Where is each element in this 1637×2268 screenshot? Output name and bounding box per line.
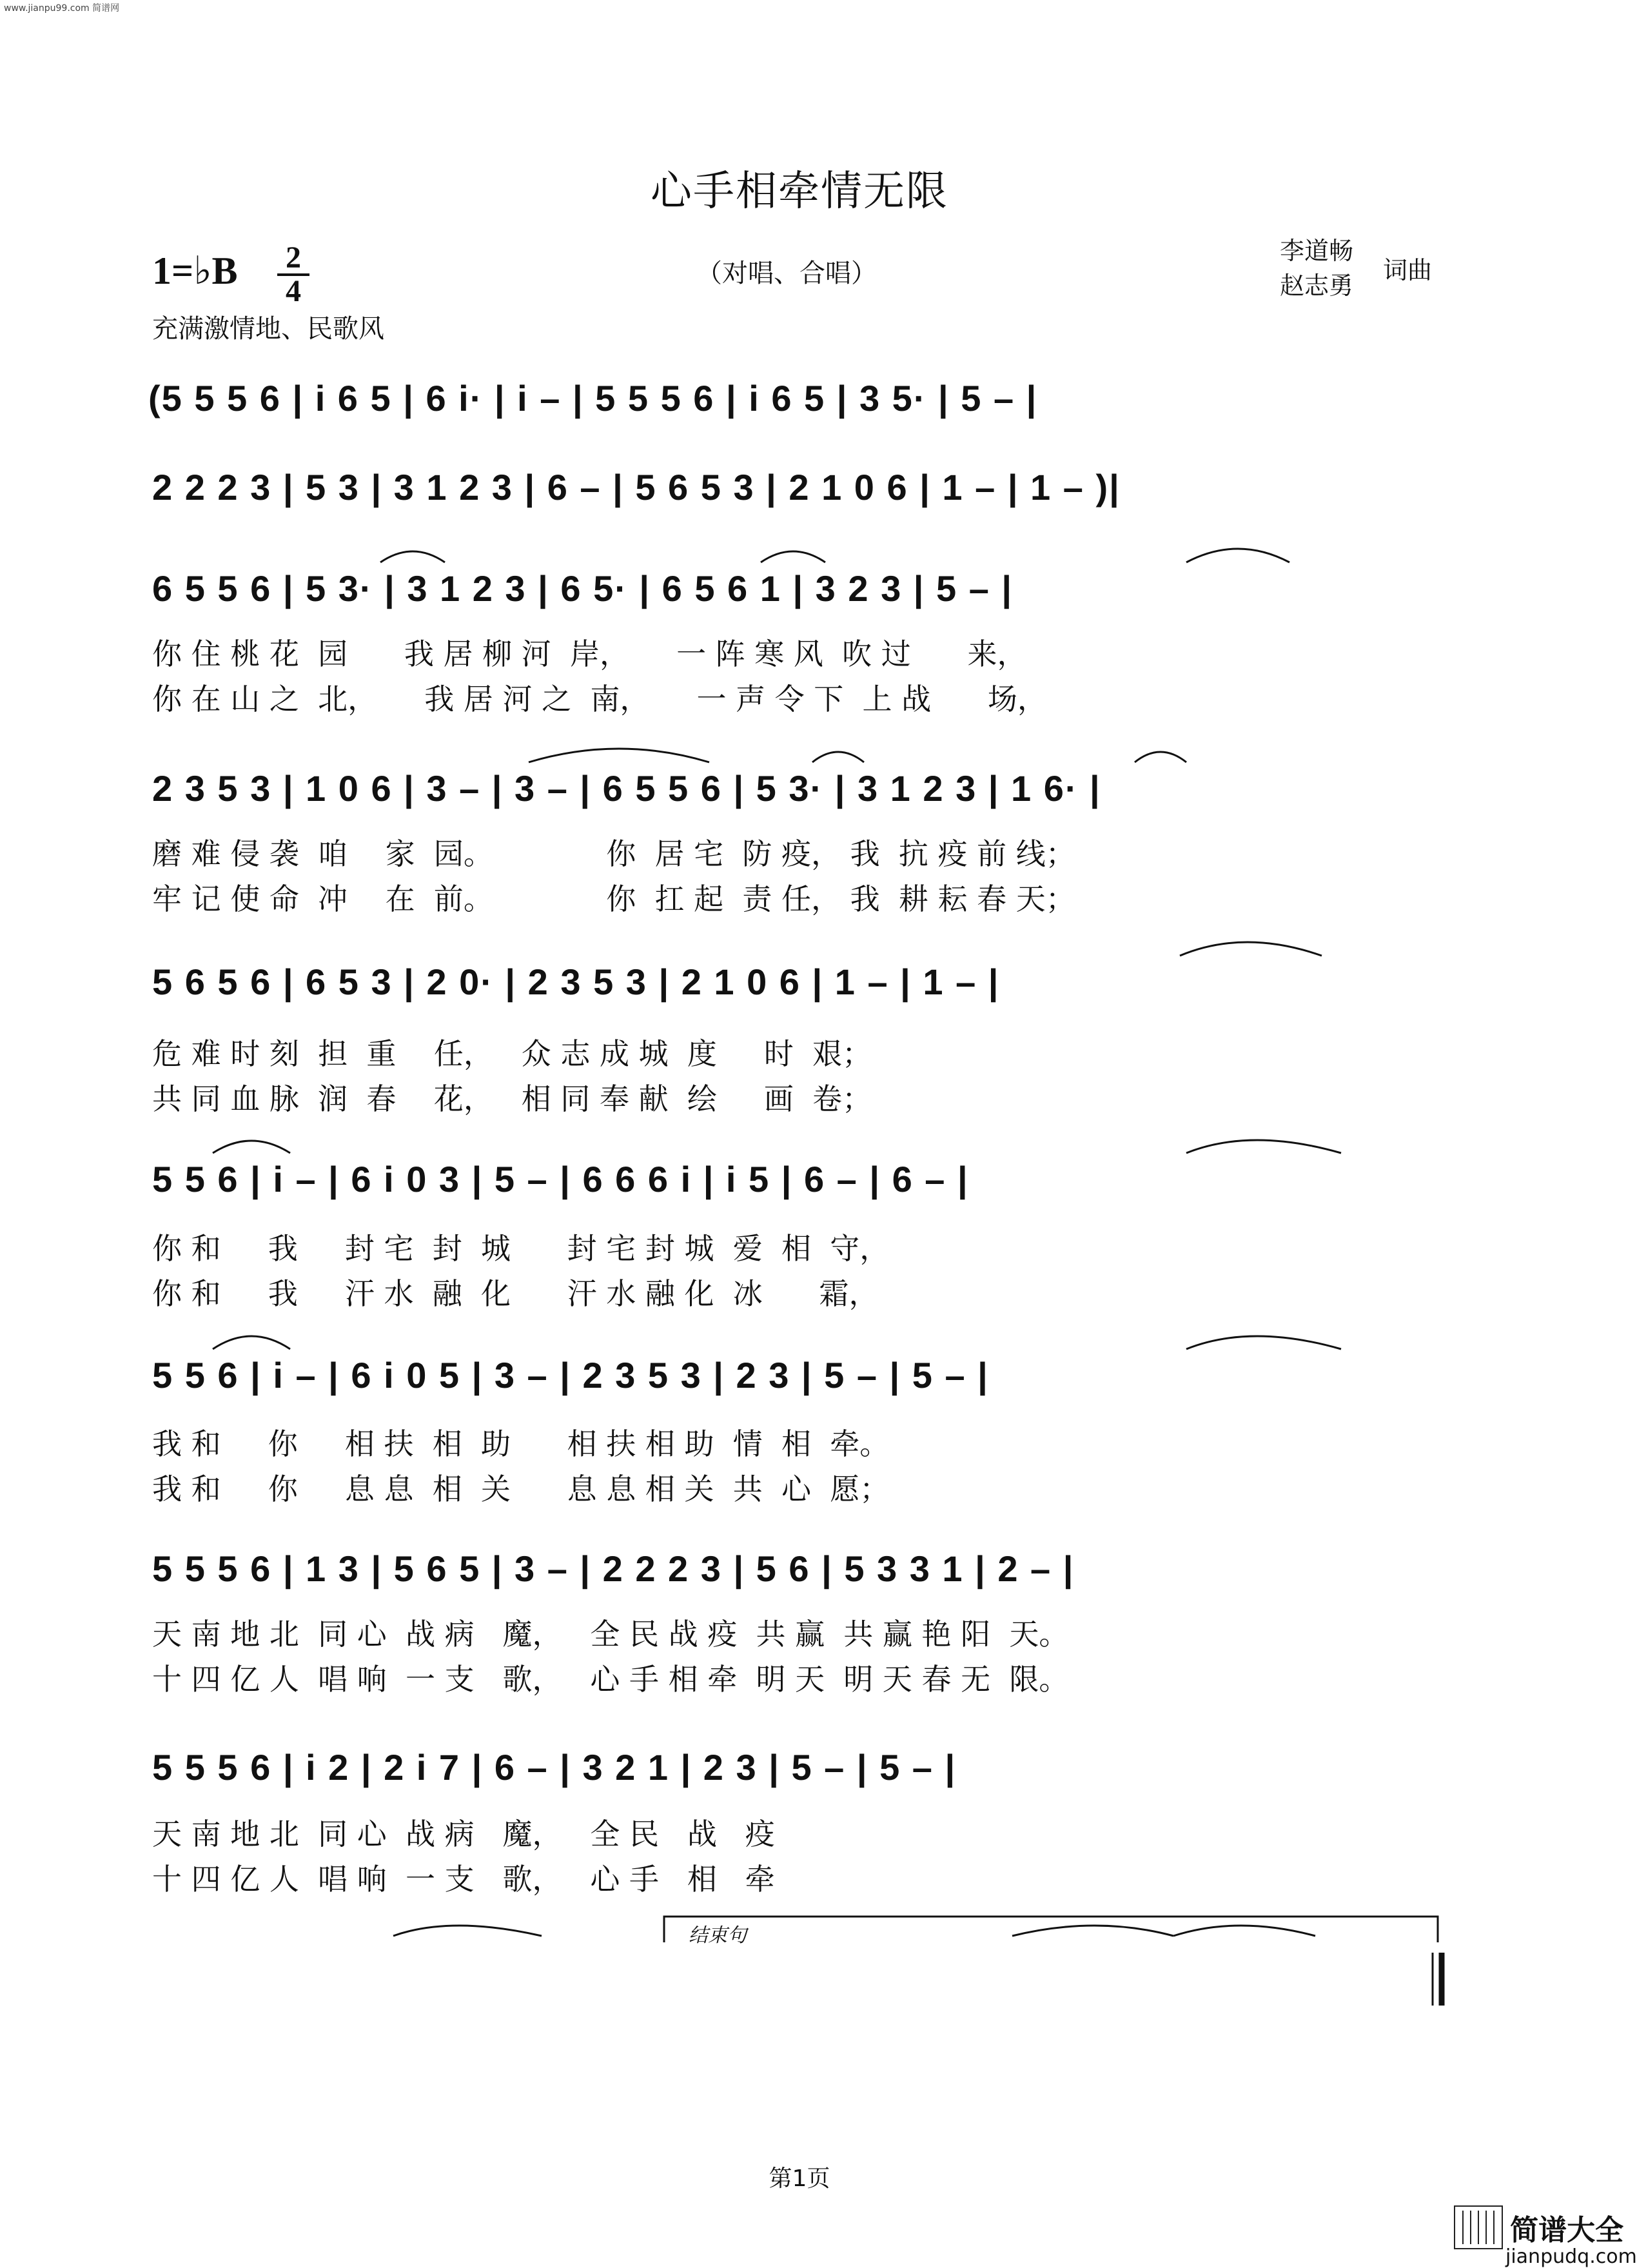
lyrics-line-7a: 我 和 你 相 扶 相 助 相 扶 相 助 情 相 牵。 — [152, 1426, 890, 1461]
tempo-marking: 充满激情地、民歌风 — [152, 314, 384, 344]
tie-arc — [1180, 942, 1322, 956]
logo-url: jianpudq.com — [1505, 2245, 1637, 2268]
piano-icon — [1454, 2205, 1503, 2249]
lyrics-line-3a: 你 住 桃 花 园 我 居 柳 河 岸， 一 阵 寒 风 吹 过 来， — [152, 636, 1027, 671]
tie-arc — [380, 551, 445, 562]
lyrics-line-9b: 十 四 亿 人 唱 响 一 支 歌， 心 手 相 牵 — [152, 1862, 775, 1897]
page-number: 第1页 — [769, 2165, 830, 2192]
tie-arc — [1135, 752, 1186, 762]
logo-text: 简谱大全 — [1510, 2214, 1624, 2247]
lyrics-line-9a: 天 南 地 北 同 心 战 病 魔， 全 民 战 疫 — [152, 1817, 775, 1851]
lyrics-line-7b: 我 和 你 息 息 相 关 息 息 相 关 共 心 愿； — [152, 1472, 890, 1506]
lyrics-line-4b: 牢 记 使 命 冲 在 前。 你 扛 起 责 任， 我 耕 耘 春 天； — [152, 882, 1075, 916]
song-title: 心手相牵情无限 — [651, 168, 948, 215]
tie-arc — [1173, 1926, 1315, 1936]
site-logo — [1454, 2205, 1637, 2268]
credit-name-2: 赵志勇 — [1280, 271, 1354, 300]
tie-arc — [1186, 1140, 1341, 1153]
lyrics-line-8b: 十 四 亿 人 唱 响 一 支 歌， 心 手 相 牵 明 天 明 天 春 无 限。 — [152, 1662, 1069, 1697]
lyrics-line-5b: 共 同 血 脉 润 春 花， 相 同 奉 献 绘 画 卷； — [152, 1081, 872, 1116]
subtitle: （对唱、合唱） — [696, 259, 877, 288]
tie-arc — [213, 1336, 290, 1349]
lyrics-line-6b: 你 和 我 汗 水 融 化 汗 水 融 化 冰 霜， — [152, 1276, 879, 1311]
credit-name-1: 李道畅 — [1280, 237, 1354, 265]
score-line-4: 2 3 5 3 | 1 0 6 | 3 – | 3 – | 6 5 5 6 | 5 3· | 3 1 2 3 | 1 6· | — [152, 768, 1101, 809]
score-line-1: (5 5 5 6 | i 6 5 | 6 i· | i – | 5 5 5 6 | i 6 5 | 3 5· | 5 – | — [148, 378, 1038, 419]
tie-arc — [393, 1926, 542, 1936]
tie-arc — [1012, 1926, 1173, 1936]
tie-arc — [529, 749, 709, 762]
score-line-9: 5 5 5 6 | i 2 | 2 i 7 | 6 – | 3 2 1 | 2 3 | 5 – | 5 – | — [152, 1747, 957, 1788]
lyrics-line-5a: 危 难 时 刻 担 重 任， 众 志 成 城 度 时 艰； — [152, 1036, 872, 1071]
watermark-text: www.jianpu99.com 简谱网 — [4, 3, 120, 14]
lyrics-line-3b: 你 在 山 之 北， 我 居 河 之 南， 一 声 令 下 上 战 场， — [152, 682, 1047, 716]
time-sig-numerator: 2 — [286, 241, 301, 275]
tie-arc — [1186, 1336, 1341, 1349]
lyrics-line-8a: 天 南 地 北 同 心 战 病 魔， 全 民 战 疫 共 赢 共 赢 艳 阳 天。 — [152, 1617, 1069, 1652]
tie-arc — [761, 551, 825, 562]
ending-label: 结束句 — [689, 1924, 747, 1947]
time-sig-denominator: 4 — [286, 274, 301, 308]
tie-arc — [812, 752, 864, 762]
tie-arc — [1186, 549, 1289, 562]
key-signature: 1=♭B — [152, 250, 238, 292]
score-line-7: 5 5 6 | i – | 6 i 0 5 | 3 – | 2 3 5 3 | 2 3 | 5 – | 5 – | — [152, 1355, 989, 1395]
score-line-6: 5 5 6 | i – | 6 i 0 3 | 5 – | 6 6 6 i | i 5 | 6 – | 6 – | — [152, 1159, 969, 1199]
tie-arc — [213, 1141, 290, 1153]
lyrics-line-4a: 磨 难 侵 袭 咱 家 园。 你 居 宅 防 疫， 我 抗 疫 前 线； — [152, 836, 1075, 871]
score-line-3: 6 5 5 6 | 5 3· | 3 1 2 3 | 6 5· | 6 5 6 1 | 3 2 3 | 5 – | — [152, 568, 1014, 609]
score-line-5: 5 6 5 6 | 6 5 3 | 2 0· | 2 3 5 3 | 2 1 0 6 | 1 – | 1 – | — [152, 961, 1000, 1002]
score-line-8: 5 5 5 6 | 1 3 | 5 6 5 | 3 – | 2 2 2 3 | 5 6 | 5 3 3 1 | 2 – | — [152, 1548, 1075, 1589]
lyrics-line-6a: 你 和 我 封 宅 封 城 封 宅 封 城 爱 相 守， — [152, 1231, 890, 1266]
credit-role: 词曲 — [1383, 256, 1433, 284]
score-line-2: 2 2 2 3 | 5 3 | 3 1 2 3 | 6 – | 5 6 5 3 | 2 1 0 6 | 1 – | 1 – )| — [152, 467, 1121, 508]
